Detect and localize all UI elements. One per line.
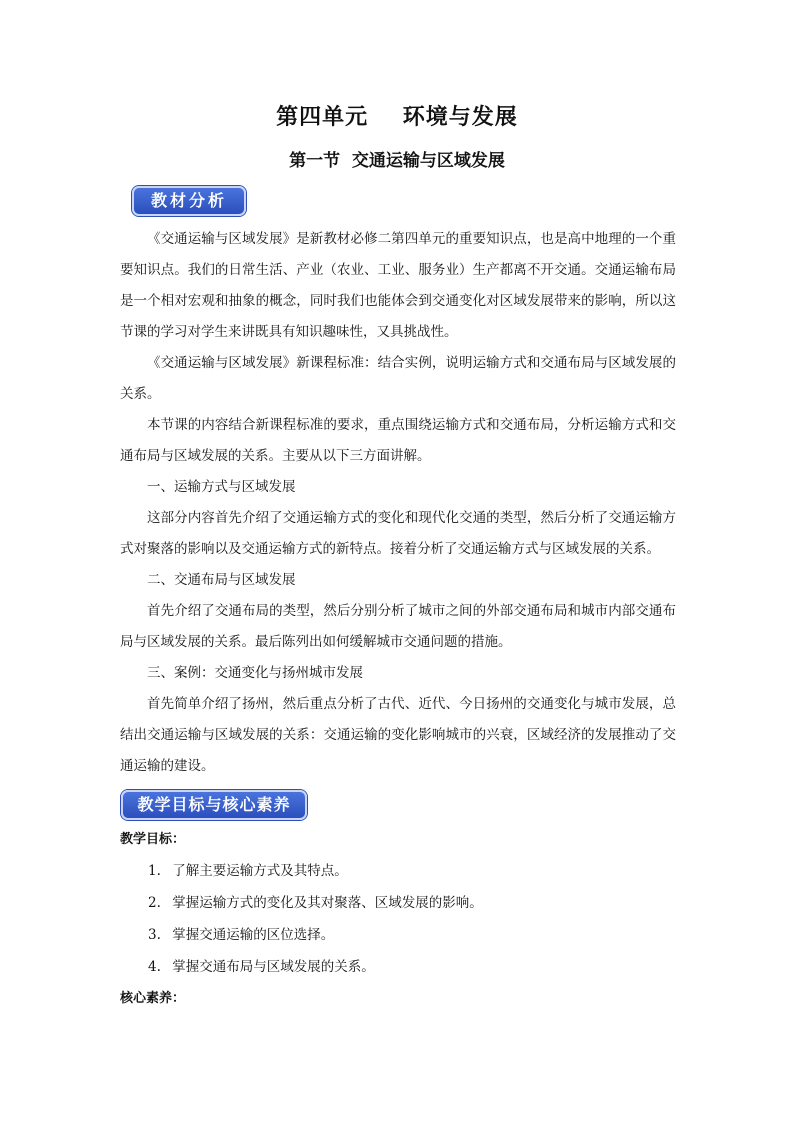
analysis-paragraph-3: 本节课的内容结合新课程标准的要求，重点围绕运输方式和交通布局，分析运输方式和交通布局与区域发展的关系。主要从以下三方面讲解。: [120, 417, 676, 464]
analysis-heading-1: 一、运输方式与区域发展: [147, 479, 296, 495]
analysis-body: [120, 224, 676, 782]
analysis-paragraph-6: 首先简单介绍了扬州，然后重点分析了古代、近代、今日扬州的交通变化与城市发展，总结出交通运输与区域发展的关系：交通运输的变化影响城市的兴衰，区域经济的发展推动了交通运输的建设。: [120, 696, 676, 774]
teaching-goals-label: 教学目标：: [120, 832, 186, 847]
analysis-paragraph-2: 《交通运输与区域发展》新课程标准：结合实例，说明运输方式和交通布局与区域发展的关系。: [120, 355, 676, 402]
list-item: [148, 951, 668, 983]
list-item-number: 4.: [148, 959, 161, 975]
list-item: [148, 855, 668, 887]
section-title: 第一节 交通运输与区域发展: [289, 151, 505, 171]
unit-title: 第四单元 环境与发展: [276, 105, 518, 130]
list-item-text: 掌握交通布局与区域发展的关系。: [172, 959, 375, 975]
analysis-heading-3: 三、案例：交通变化与扬州城市发展: [147, 665, 363, 681]
list-item-number: 2.: [148, 895, 161, 911]
core-literacy-label: 核心素养：: [120, 991, 186, 1006]
analysis-paragraph-4: 这部分内容首先介绍了交通运输方式的变化和现代化交通的类型，然后分析了交通运输方式对聚落的影响以及交通运输方式的新特点。接着分析了交通运输方式与区域发展的关系。: [120, 510, 676, 557]
analysis-paragraph-1: 《交通运输与区域发展》是新教材必修二第四单元的重要知识点，也是高中地理的一个重要知识点。我们的日常生活、产业（农业、工业、服务业）生产都离不开交通。交通运输布局是一个相对宏观和抽象的概念，同时我们也能体会到交通变化对区域发展带来的影响，所以这节课的学习对学生来讲既具有知识趣味性，又具挑战性。: [120, 231, 676, 340]
analysis-paragraph-5: 首先介绍了交通布局的类型，然后分别分析了城市之间的外部交通布局和城市内部交通布局与区域发展的关系。最后陈列出如何缓解城市交通问题的措施。: [120, 603, 676, 650]
list-item: [148, 887, 668, 919]
list-item-number: 1.: [148, 863, 161, 879]
list-item-text: 掌握运输方式的变化及其对聚落、区域发展的影响。: [172, 895, 483, 911]
analysis-heading-2: 二、交通布局与区域发展: [147, 572, 296, 588]
list-item-number: 3.: [148, 927, 161, 943]
list-item-text: 了解主要运输方式及其特点。: [172, 863, 348, 879]
teaching-goals-badge: 教学目标与核心素养: [121, 790, 307, 820]
teaching-goals-list: [148, 855, 668, 983]
list-item-text: 掌握交通运输的区位选择。: [172, 927, 335, 943]
list-item: [148, 919, 668, 951]
textbook-analysis-badge: 教材分析: [132, 186, 246, 216]
